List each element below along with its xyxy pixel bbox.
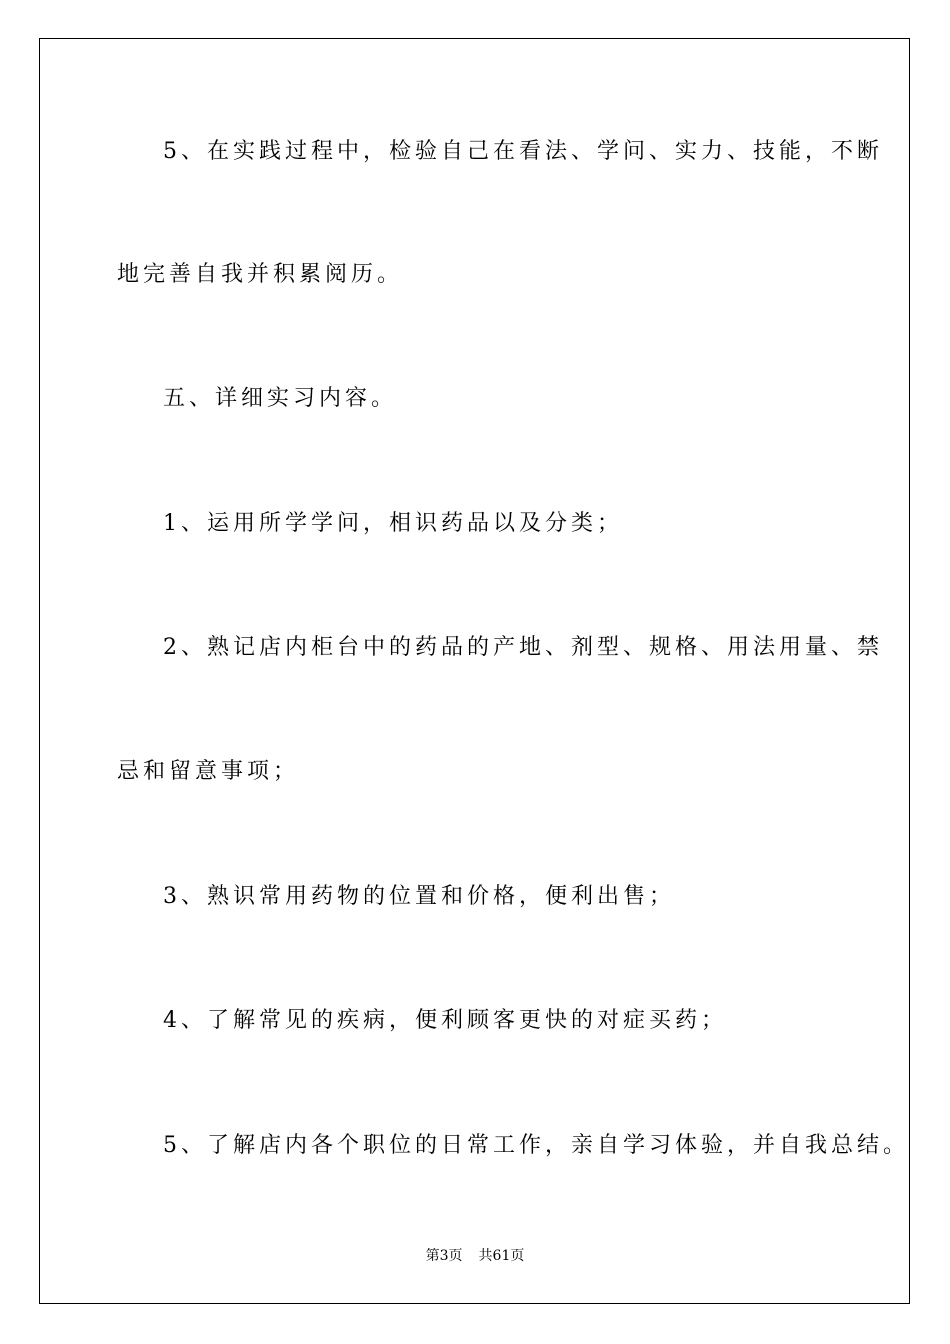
paragraph-line: 2、熟记店内柜台中的药品的产地、剂型、规格、用法用量、禁: [163, 635, 883, 660]
page-footer: [0, 1247, 950, 1265]
page-frame: [39, 38, 910, 1304]
paragraph-line: 5、了解店内各个职位的日常工作，亲自学习体验，并自我总结。: [163, 1133, 909, 1158]
paragraph-line: 1、运用所学学问，相识药品以及分类；: [163, 511, 623, 536]
page-number: 第3页: [425, 1248, 463, 1264]
paragraph-line: 4、了解常见的疾病，便利顾客更快的对症买药；: [163, 1008, 727, 1033]
paragraph-line: 忌和留意事项；: [117, 759, 300, 784]
page-total: 共61页: [478, 1248, 525, 1264]
paragraph-line: 3、熟识常用药物的位置和价格，便利出售；: [163, 884, 675, 909]
paragraph-line: 地完善自我并积累阅历。: [117, 262, 404, 287]
section-heading: 五、详细实习内容。: [163, 386, 398, 411]
paragraph-line: 5、在实践过程中，检验自己在看法、学问、实力、技能，不断: [163, 139, 883, 164]
